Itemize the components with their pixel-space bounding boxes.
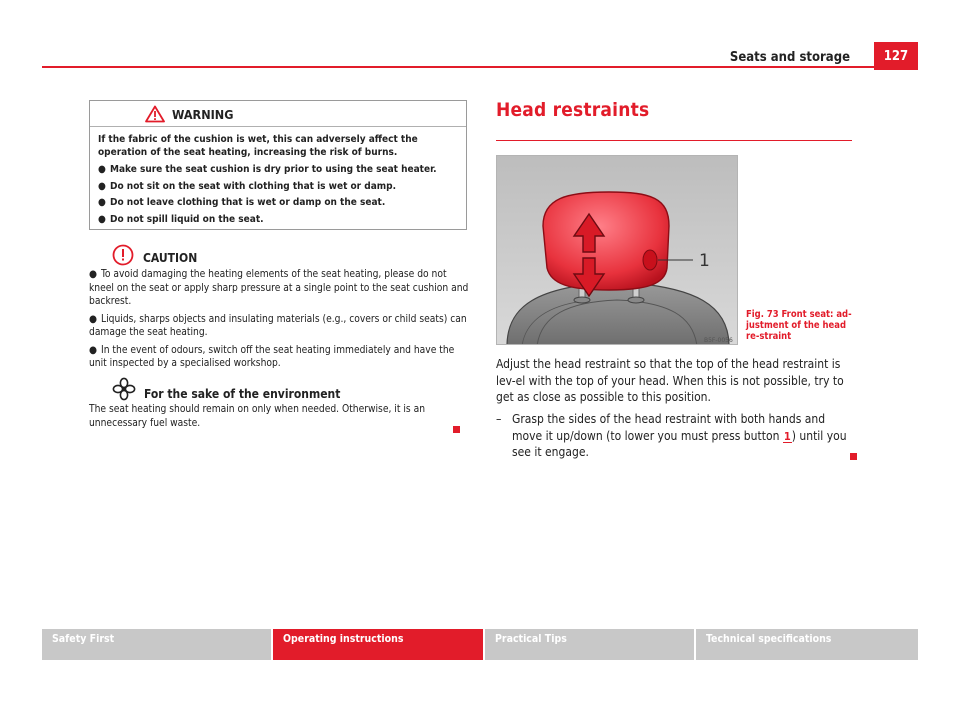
warning-title: WARNING (172, 107, 234, 122)
section-end-marker (453, 426, 460, 433)
section-title: Head restraints (496, 99, 650, 121)
warning-triangle-icon (145, 105, 165, 123)
figure-code: B5F-0056 (704, 337, 733, 344)
bullet-icon: ● (98, 213, 106, 225)
footer-tab-practical-tips[interactable]: Practical Tips (485, 629, 694, 660)
caution-list (89, 268, 469, 375)
figure-callout-number: 1 (699, 251, 710, 271)
header-section-title: Seats and storage (729, 50, 850, 65)
warning-header (90, 101, 466, 127)
list-item: ● Do not spill liquid on the seat. (98, 212, 437, 229)
bullet-icon: ● (89, 313, 97, 325)
list-item: ● Make sure the seat cushion is dry prior to using the seat heater. (98, 162, 437, 179)
bullet-icon: ● (89, 269, 97, 280)
caution-icon (112, 244, 134, 266)
step-dash: – (496, 412, 502, 426)
environment-flower-icon (112, 377, 136, 401)
list-item: ● In the event of odours, switch off the seat heating immediately and have the unit inspected by a specialised workshop. (89, 344, 455, 369)
intro-paragraph: Adjust the head restraint so that the top of the head restraint is lev-el with the top of your head. When this is not possible, try to get as close as possible to this position. (496, 357, 844, 404)
section-rule (496, 140, 852, 141)
section-end-marker (850, 453, 857, 460)
warning-intro: If the fabric of the cushion is wet, this can adversely affect the operation of the seat heating, increasing the risk of burns. (98, 134, 418, 158)
step-text: Grasp the sides of the head restraint with both hands and move it up/down (to lower you must press button 1) until you see it engage. (512, 412, 847, 459)
caution-title: CAUTION (143, 251, 198, 265)
bullet-icon: ● (89, 344, 97, 356)
bullet-icon: ● (98, 180, 106, 192)
list-item: ● Liquids, sharps objects and insulating materials (e.g., covers or child seats) can damage the seat heating. (89, 313, 467, 338)
footer-tab-technical-specifications[interactable]: Technical specifications (696, 629, 918, 660)
footer-tab-safety-first[interactable]: Safety First (42, 629, 271, 660)
warning-box (89, 100, 467, 230)
button-reference-badge: 1 (783, 429, 791, 443)
footer-tab-operating-instructions[interactable]: Operating instructions (273, 629, 483, 660)
list-item: ● To avoid damaging the heating elements of the seat heating, please do not kneel on the seat or apply sharp pressure at a single point to the seat cushion and backrest. (89, 269, 469, 307)
bullet-icon: ● (98, 197, 106, 208)
figure-caption: Fig. 73 Front seat: ad-justment of the head re-straint (746, 309, 852, 342)
environment-text: The seat heating should remain on only when needed. Otherwise, it is an unnecessary fuel waste. (89, 404, 425, 429)
warning-list (98, 162, 437, 228)
list-item: ● Do not sit on the seat with clothing that is wet or damp. (98, 179, 437, 196)
page-number: 127 (874, 42, 918, 70)
header-rule (42, 66, 874, 68)
head-restraint-figure (496, 155, 738, 345)
bullet-icon: ● (98, 164, 106, 175)
list-item: ● Do not leave clothing that is wet or damp on the seat. (98, 195, 437, 212)
environment-title: For the sake of the environment (144, 387, 341, 401)
head-restraint-illustration (497, 156, 738, 345)
footer-tabs (42, 629, 918, 660)
